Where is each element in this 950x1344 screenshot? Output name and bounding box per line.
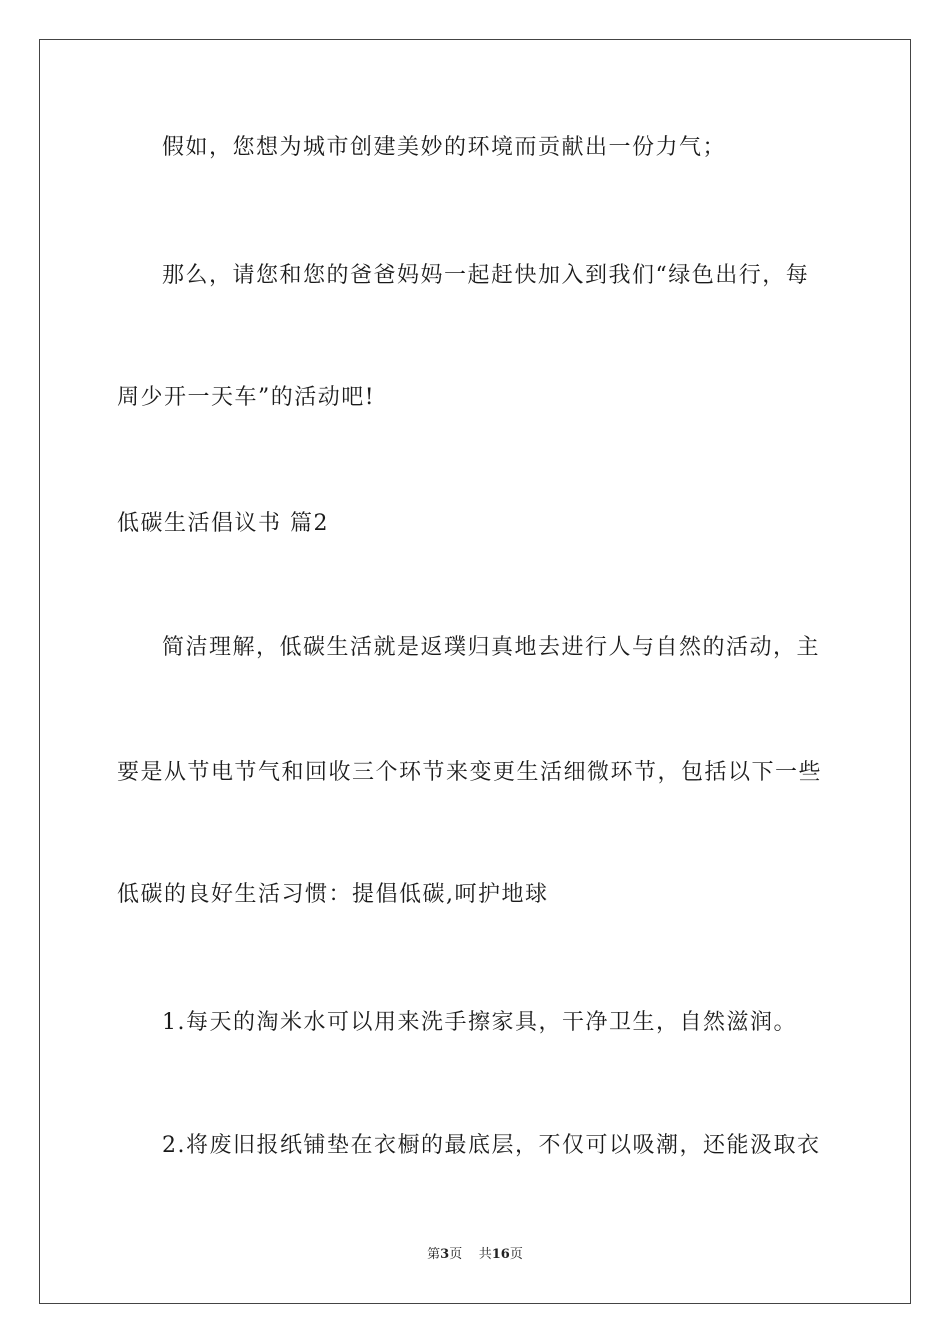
paragraph-line-2: 那么，请您和您的爸爸妈妈一起赶快加入到我们“绿色出行，每 <box>162 263 810 288</box>
paragraph-line-4: 简洁理解，低碳生活就是返璞归真地去进行人与自然的活动，主 <box>162 635 821 660</box>
total-pages: 16 <box>491 1247 510 1262</box>
page-number: 3 <box>440 1247 450 1262</box>
page-prefix: 第 <box>427 1247 441 1262</box>
total-suffix: 页 <box>509 1247 523 1262</box>
list-item-2: 2.将废旧报纸铺垫在衣橱的最底层，不仅可以吸潮，还能汲取衣 <box>162 1133 821 1158</box>
paragraph-line-1: 假如，您想为城市创建美妙的环境而贡献出一份力气； <box>162 135 727 160</box>
page-border <box>39 39 911 1304</box>
page-footer <box>0 1245 950 1265</box>
section-heading: 低碳生活倡议书 篇2 <box>117 511 329 536</box>
paragraph-line-6: 低碳的良好生活习惯：提倡低碳,呵护地球 <box>117 882 549 907</box>
paragraph-line-3: 周少开一天车”的活动吧! <box>117 385 376 410</box>
list-item-1: 1.每天的淘米水可以用来洗手擦家具，干净卫生，自然滋润。 <box>162 1010 797 1035</box>
paragraph-line-5: 要是从节电节气和回收三个环节来变更生活细微环节，包括以下一些 <box>117 760 823 785</box>
total-prefix: 共 <box>478 1247 492 1262</box>
page-suffix: 页 <box>449 1247 463 1262</box>
